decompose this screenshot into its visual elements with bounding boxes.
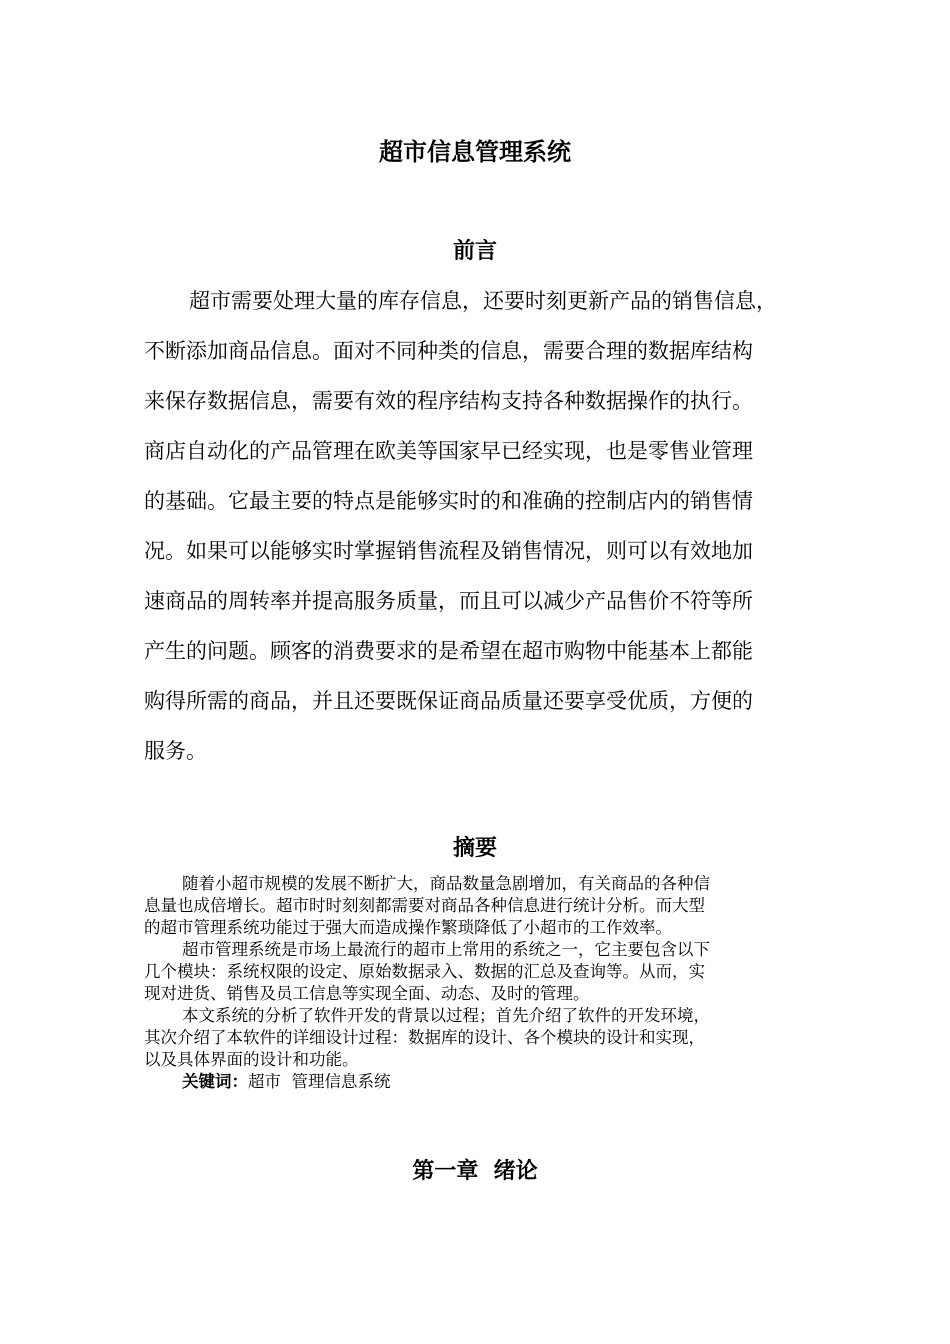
- preface-line: 购得所需的商品，并且还要既保证商品质量还要享受优质，方便的: [144, 689, 753, 713]
- abstract-line: 以及具体界面的设计和功能。: [144, 1050, 359, 1069]
- abstract-line: 几个模块：系统权限的设定、原始数据录入、数据的汇总及查询等。从而，实: [144, 962, 705, 981]
- abstract-line: 本文系统的分析了软件开发的背景以过程；首先介绍了软件的开发环境，: [182, 1006, 710, 1025]
- preface-line: 的基础。它最主要的特点是能够实时的和准确的控制店内的销售情: [144, 489, 753, 513]
- preface-line: 商店自动化的产品管理在欧美等国家早已经实现，也是零售业管理: [144, 439, 753, 463]
- abstract-line: 超市管理系统是市场上最流行的超市上常用的系统之一，它主要包含以下: [182, 940, 710, 959]
- abstract-line: 其次介绍了本软件的详细设计过程：数据库的设计、各个模块的设计和实现，: [144, 1028, 705, 1047]
- preface-line: 产生的问题。顾客的消费要求的是希望在超市购物中能基本上都能: [144, 639, 753, 663]
- keywords-line: [144, 1071, 824, 1093]
- preface-line: 服务。: [144, 739, 207, 763]
- abstract-line: 的超市管理系统功能过于强大而造成操作繁琐降低了小超市的工作效率。: [144, 918, 672, 937]
- preface-line: 超市需要处理大量的库存信息，还要时刻更新产品的销售信息，: [189, 289, 777, 313]
- preface-line: 速商品的周转率并提高服务质量，而且可以减少产品售价不符等所: [144, 589, 753, 613]
- abstract-heading: 摘要: [452, 835, 497, 861]
- preface-line: 况。如果可以能够实时掌握销售流程及销售情况，则可以有效地加: [144, 539, 753, 563]
- abstract-body: [144, 873, 824, 1093]
- abstract-line: 息量也成倍增长。超市时时刻刻都需要对商品各种信息进行统计分析。而大型: [144, 896, 705, 915]
- document-title: 超市信息管理系统: [379, 137, 571, 166]
- chapter-heading: 第一章 绪论: [412, 1158, 538, 1184]
- preface-heading: 前言: [452, 238, 497, 264]
- preface-line: 来保存数据信息，需要有效的程序结构支持各种数据操作的执行。: [144, 389, 753, 413]
- abstract-line: 现对进货、销售及员工信息等实现全面、动态、及时的管理。: [144, 984, 590, 1003]
- preface-body: [144, 282, 834, 782]
- abstract-line: 随着小超市规模的发展不断扩大，商品数量急剧增加，有关商品的各种信: [182, 874, 710, 893]
- preface-line: 不断添加商品信息。面对不同种类的信息，需要合理的数据库结构: [144, 339, 753, 363]
- keywords-label: 关键词：: [182, 1072, 248, 1091]
- keywords-value: 超市 管理信息系统: [248, 1072, 391, 1091]
